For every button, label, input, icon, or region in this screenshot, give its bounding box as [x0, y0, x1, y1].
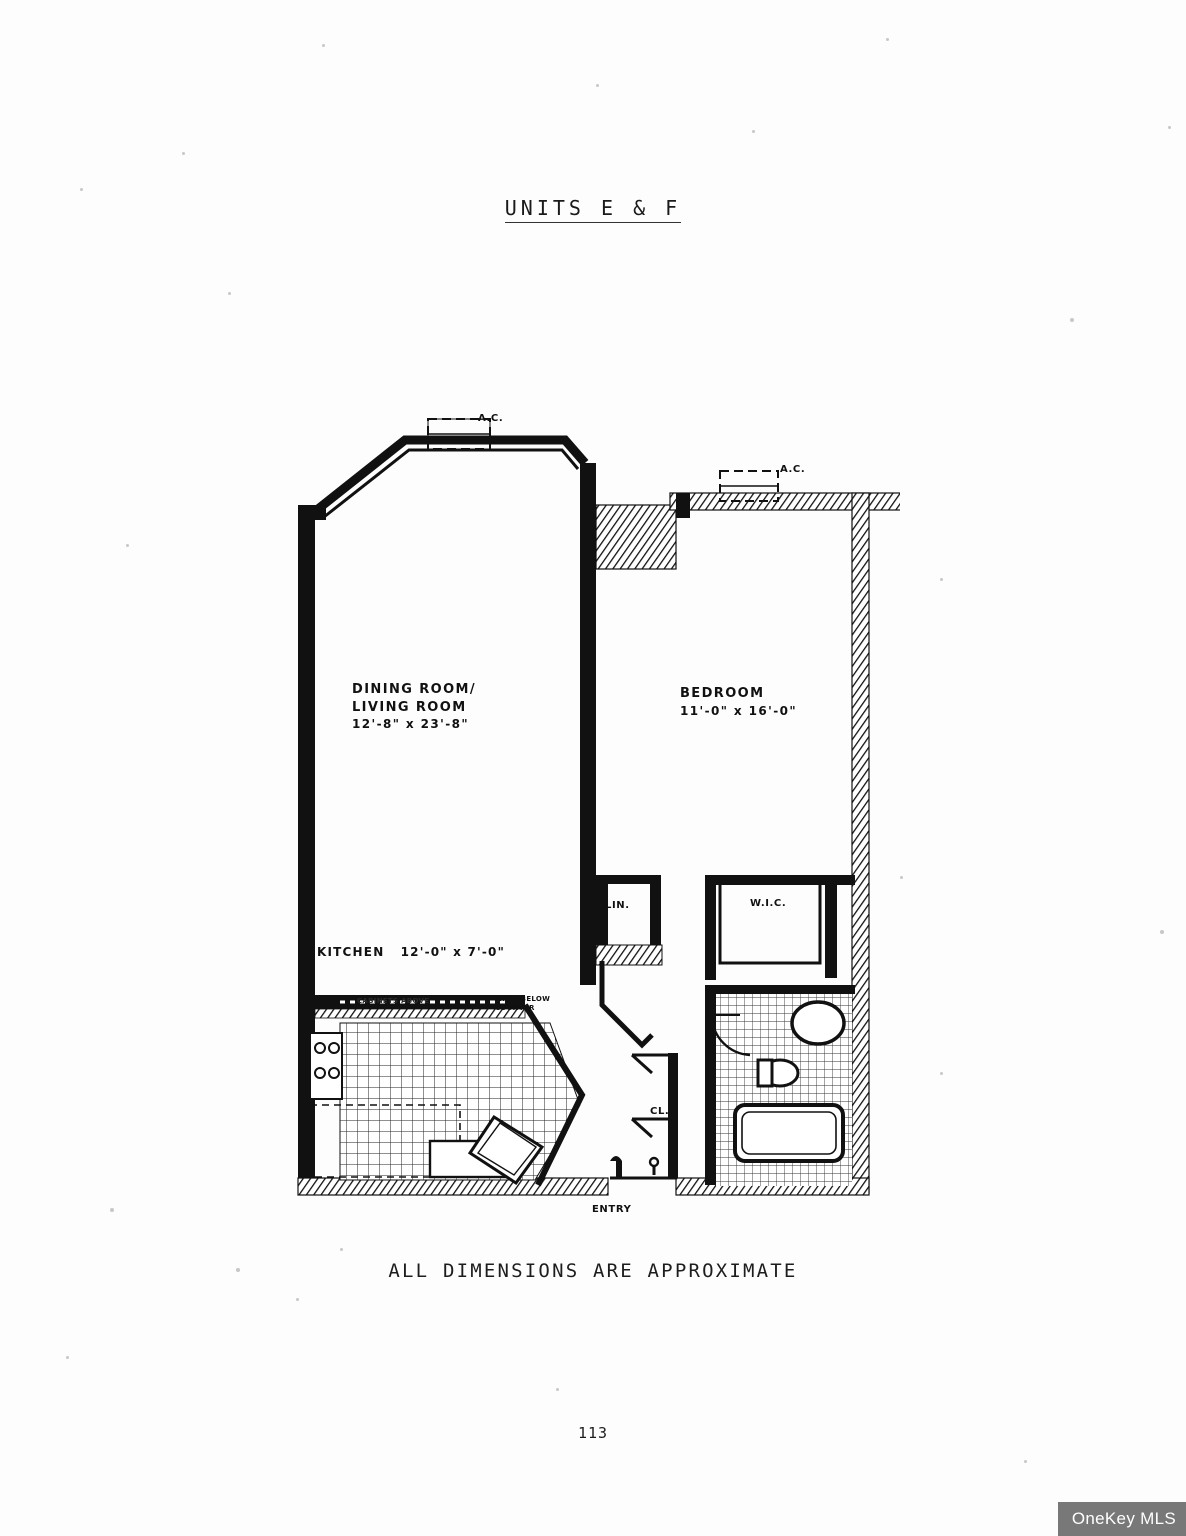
label-ac-right: A.C. [780, 464, 806, 475]
room-dims-living: 12'-8" x 23'-8" [352, 717, 470, 732]
scan-speck [1168, 126, 1171, 129]
scan-speck [126, 544, 129, 547]
scan-speck [182, 152, 185, 155]
scan-speck [752, 130, 755, 133]
scan-speck [556, 1388, 559, 1391]
room-name-bedroom: BEDROOM [680, 686, 765, 701]
scan-speck [80, 188, 83, 191]
label-walk-in-closet: W.I.C. [750, 898, 787, 909]
label-counter: COUNTER [495, 1004, 535, 1013]
scan-speck [340, 1248, 343, 1251]
room-dims-bedroom: 11'-0" x 16'-0" [680, 703, 798, 718]
label-ac-left: A.C. [478, 413, 504, 424]
watermark-onekey-mls: OneKey MLS [1058, 1502, 1186, 1536]
scan-speck [110, 1208, 114, 1212]
scan-speck [940, 1072, 943, 1075]
label-cabinets-above: CABINETS ABOVE [357, 997, 430, 1005]
room-name-living-line1: DINING ROOM/ [352, 682, 477, 697]
room-name-kitchen: KITCHEN [317, 945, 385, 959]
label-wall-below-counter [495, 995, 550, 1014]
room-label-kitchen [317, 944, 505, 960]
label-wall-below: WALL BELOW [495, 995, 551, 1003]
scan-speck [886, 38, 889, 41]
scan-speck [596, 84, 599, 87]
scan-speck [1070, 318, 1074, 322]
floorplan-svg [280, 405, 900, 1225]
approximate-dimensions-note: ALL DIMENSIONS ARE APPROXIMATE [388, 1260, 798, 1282]
label-entry: ENTRY [592, 1204, 632, 1215]
room-name-living-line2: LIVING ROOM [352, 699, 467, 715]
scan-speck [322, 44, 325, 47]
room-label-living [352, 681, 476, 734]
label-linen-closet: LIN. [605, 900, 630, 911]
room-dims-kitchen: 12'-0" x 7'-0" [400, 945, 506, 959]
scan-speck [1160, 930, 1164, 934]
page-title [0, 196, 1186, 220]
scan-speck [1024, 1460, 1027, 1463]
floorplan-drawing [280, 405, 900, 1225]
room-label-bedroom [680, 685, 797, 720]
page-number: 113 [577, 1424, 609, 1442]
scan-speck [296, 1298, 299, 1301]
scan-speck [228, 292, 231, 295]
page-title-text: UNITS E & F [505, 196, 681, 223]
label-closet: CL. [650, 1106, 670, 1117]
scan-speck [66, 1356, 69, 1359]
scan-speck [900, 876, 903, 879]
scan-speck [940, 578, 943, 581]
